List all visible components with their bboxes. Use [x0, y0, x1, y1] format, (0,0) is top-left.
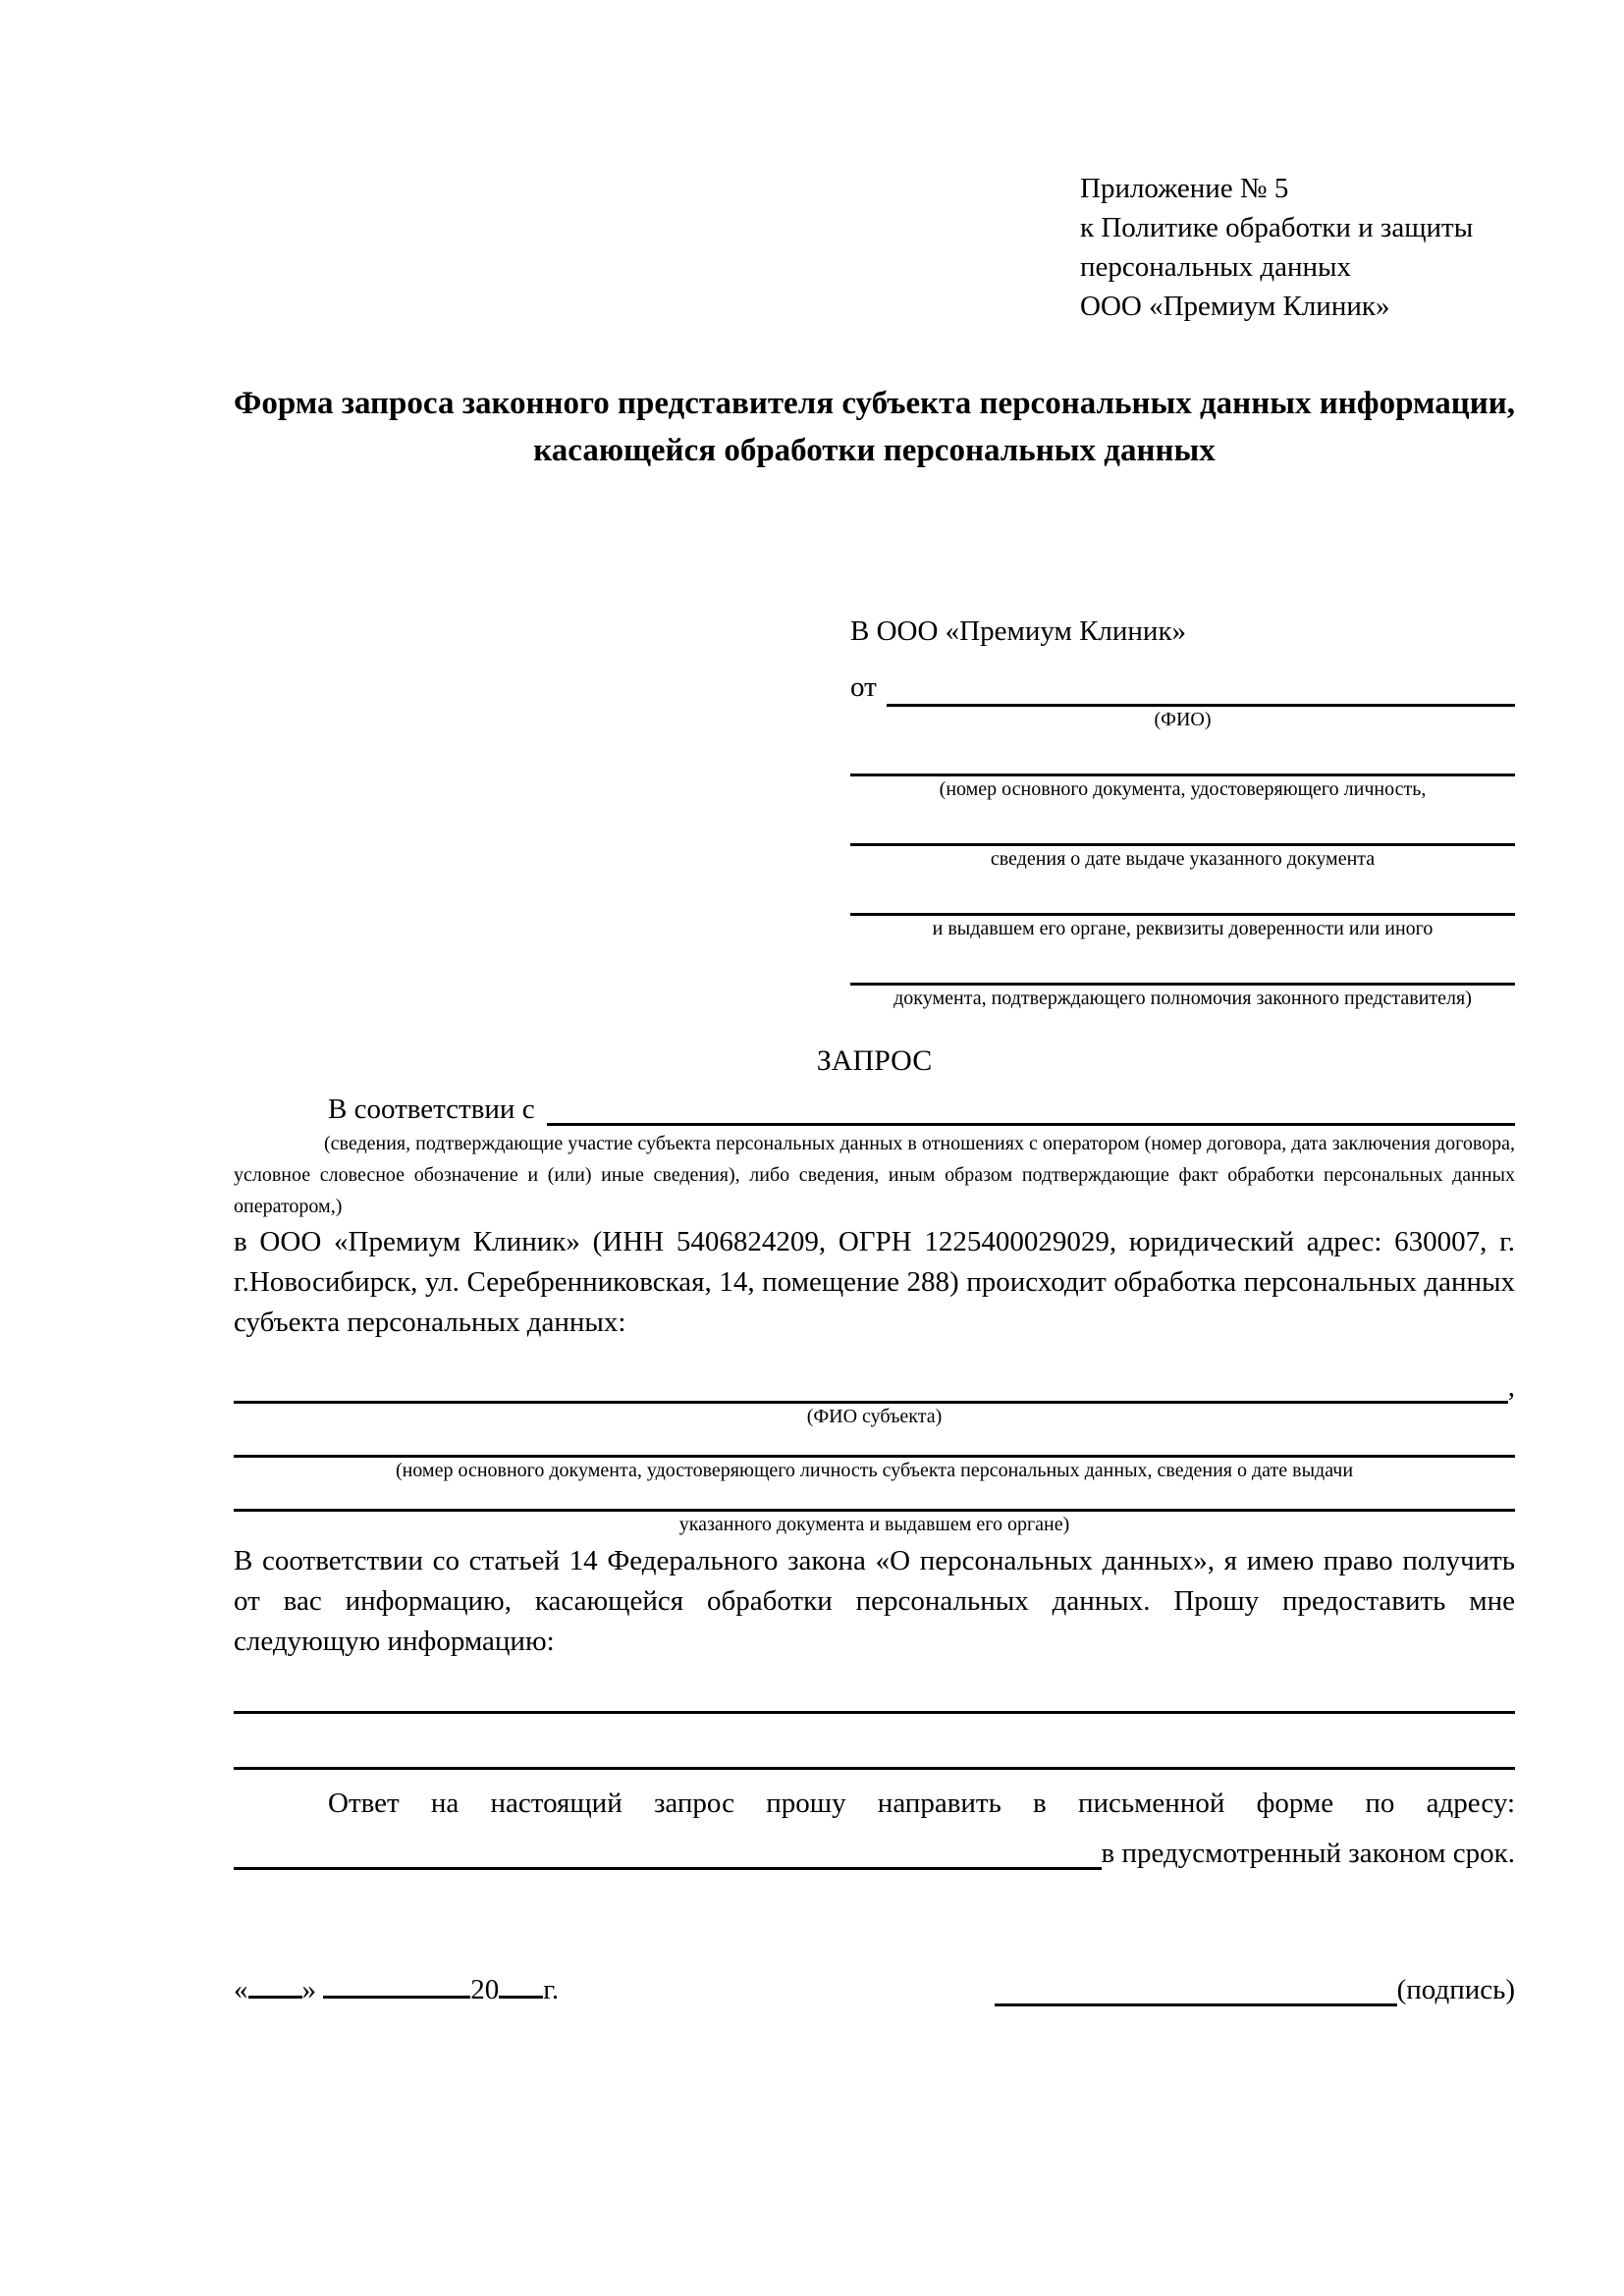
header-line: персональных данных — [1080, 251, 1352, 284]
day-blank-line — [248, 1970, 302, 1999]
operator-paragraph: в ООО «Премиум Клиник» (ИНН 5406824209, ОГРН 1225400029029, юридический адрес: 630007, г. г.Новосибирск, ул. Серебренниковская, 14, помещение 288) происходит обработка персональных данных субъекта персональных данных: — [234, 1226, 1515, 1339]
law-paragraph: В соответствии со статьей 14 Федерального закона «О персональных данных», я имею право получить от вас информацию, касающейся обработки персональных данных. Прошу предоставить мне следующую информацию: — [234, 1544, 1515, 1657]
doc-caption: сведения о дате выдаче указанного документа — [990, 848, 1376, 871]
request-heading: ЗАПРОС — [816, 1044, 933, 1078]
from-row — [850, 668, 1515, 707]
from-label: от — [850, 670, 877, 703]
answer-blank-line — [234, 1718, 1515, 1770]
date-group — [234, 1970, 559, 2006]
addressee-block — [850, 613, 1515, 1011]
document-header — [1080, 169, 1515, 326]
quote-close: » — [301, 1974, 316, 2006]
reply-tail: в предусмотренный законом срок. — [1101, 1838, 1515, 1870]
fio-caption: (ФИО) — [1154, 709, 1212, 731]
subject-fio-row — [234, 1362, 1515, 1404]
answer-blank-line — [234, 1662, 1515, 1714]
subject-doc-caption: (номер основного документа, удостоверяющего личность субъекта персональных данных, сведения о дате выдачи — [395, 1459, 1354, 1481]
header-line: Приложение № 5 — [1080, 173, 1289, 204]
fio-blank-line — [887, 668, 1515, 707]
header-line: к Политике обработки и защиты — [1080, 212, 1474, 244]
doc-caption: и выдавшем его органе, реквизиты доверенности или иного — [932, 918, 1434, 940]
subject-doc-caption: указанного документа и выдавшем его органе) — [678, 1513, 1070, 1535]
doc-blank-line — [850, 732, 1515, 776]
doc-caption: (номер основного документа, удостоверяющего личность, — [939, 778, 1427, 801]
subject-line-suffix: , — [1507, 1370, 1515, 1403]
signature-blank-line — [995, 1978, 1397, 2006]
subject-doc-blank-line — [234, 1429, 1515, 1458]
signature-group — [995, 1974, 1515, 2006]
header-line: ООО «Премиум Клиник» — [1080, 291, 1390, 323]
subject-fio-blank-line — [234, 1362, 1508, 1404]
intro-blank-line — [547, 1088, 1515, 1126]
footer-row — [234, 1970, 1515, 2006]
intro-row — [234, 1088, 1515, 1126]
month-blank-line — [323, 1970, 470, 1999]
reply-address-blank-line — [234, 1830, 1102, 1870]
doc-blank-line — [850, 802, 1515, 846]
year-suffix: г. — [543, 1974, 560, 2006]
reply-address-row — [234, 1830, 1515, 1870]
intro-note: (сведения, подтверждающие участие субъекта персональных данных в отношениях с оператором (номер договора, дата заключения договора, условное словесное обозначение и (или) иные сведения), либо сведения, иным образом подтверждающие факт обработки персональных данных оператором,) — [234, 1133, 1515, 1218]
doc-blank-line — [850, 872, 1515, 916]
document-title: Форма запроса законного представителя субъекта персональных данных информации, касающейся обработки персональных данных — [234, 386, 1515, 468]
subject-fio-caption: (ФИО субъекта) — [806, 1405, 943, 1427]
intro-label: В соответствии с — [328, 1094, 535, 1126]
reply-paragraph: Ответ на настоящий запрос прошу направить в письменной форме по адресу: — [328, 1788, 1515, 1820]
addressee-to: В ООО «Премиум Клиник» — [850, 614, 1187, 647]
signature-caption: (подпись) — [1396, 1974, 1515, 2006]
year-blank-line — [499, 1970, 543, 1999]
doc-blank-line — [850, 941, 1515, 986]
subject-doc-blank-line — [234, 1483, 1515, 1512]
year-prefix: 20 — [470, 1974, 500, 2006]
doc-caption: документа, подтверждающего полномочия законного представителя) — [893, 988, 1472, 1010]
quote-open: « — [234, 1974, 248, 2006]
